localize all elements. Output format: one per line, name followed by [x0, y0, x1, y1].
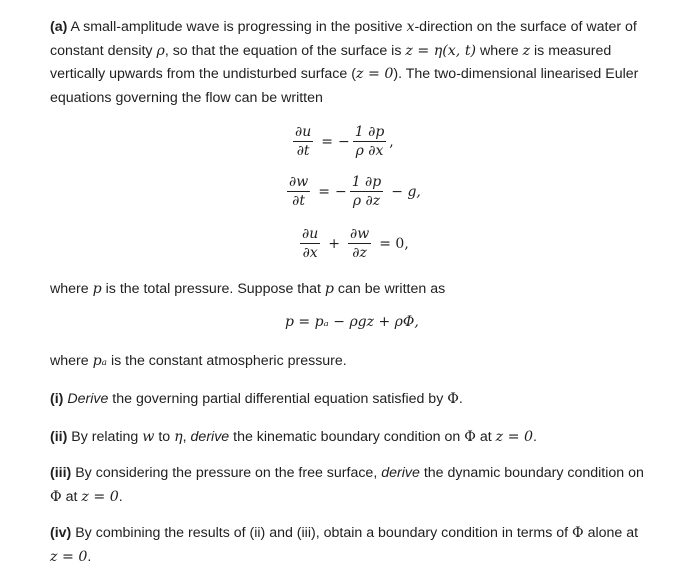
part-i-label: (i)	[50, 391, 64, 407]
text: is the total pressure. Suppose that	[101, 281, 325, 297]
verb: Derive	[67, 391, 109, 407]
part-iii	[50, 462, 660, 509]
equals: =	[318, 183, 330, 200]
text: at	[475, 429, 496, 445]
text: is measured	[530, 42, 612, 59]
math-z0: z = 0	[355, 66, 394, 82]
part-iii-label: (iii)	[50, 465, 72, 481]
fraction: $\frac{1 \partial p}{\rho \partial z}$	[351, 174, 382, 209]
fraction: $\frac{\partial u}{\partial t}$	[295, 124, 312, 159]
tail: − g,	[391, 183, 421, 200]
text: .	[458, 391, 463, 407]
text: By combining the results of (ii) and (iii), obtain a boundary condition in terms of	[71, 525, 573, 541]
part-iv	[50, 522, 660, 569]
text: is the constant atmospheric pressure.	[107, 353, 347, 369]
text: can be written as	[333, 281, 446, 297]
math-rho: ρ	[156, 42, 165, 59]
math-x: x	[406, 19, 415, 35]
math-phi: Φ	[464, 429, 476, 445]
text: where	[476, 42, 523, 59]
equals: =	[321, 133, 333, 150]
text: .	[533, 429, 537, 445]
fraction: $\frac{1 \partial p}{\rho \partial x}$	[354, 124, 385, 159]
math-phi: Φ	[50, 488, 62, 505]
text: to	[154, 429, 175, 445]
continuity-equation	[297, 226, 414, 261]
fraction: $\frac{\partial w}{\partial z}$	[350, 226, 370, 261]
pressure-equation: p = pₐ − ρgz + ρΦ,	[285, 314, 419, 330]
math-p: p	[92, 281, 102, 297]
math-pa: pₐ	[92, 353, 108, 369]
text: vertically upwards from the undisturbed surface (	[50, 66, 356, 82]
euler-equation-x	[290, 124, 394, 159]
math-p: p	[324, 281, 334, 297]
math-z0: z = 0	[495, 429, 534, 445]
text: equations governing the flow can be written	[50, 89, 323, 106]
text: ,	[182, 429, 191, 445]
text: where	[50, 353, 93, 369]
text: the governing partial differential equation satisfied by	[108, 391, 448, 407]
text: .	[87, 548, 92, 565]
math-phi: Φ	[572, 525, 584, 541]
math-phi: Φ	[447, 391, 459, 407]
fraction: $\frac{\partial w}{\partial t}$	[289, 174, 309, 209]
verb: derive	[190, 429, 230, 445]
text: By relating	[67, 429, 143, 445]
text: ). The two-dimensional linearised Euler	[393, 66, 639, 82]
pressure-paragraph	[50, 278, 660, 302]
text: at	[61, 488, 82, 505]
text: the kinematic boundary condition on	[229, 429, 465, 445]
math-z0: z = 0	[81, 488, 119, 505]
math-eta: η	[174, 429, 183, 445]
part-ii	[50, 426, 660, 450]
math-z0: z = 0	[50, 548, 88, 565]
text: -direction on the surface of water of	[414, 19, 637, 35]
fraction: $\frac{\partial u}{\partial x}$	[302, 226, 319, 261]
surface-equation: z = η(x, t)	[405, 42, 477, 59]
atmospheric-paragraph	[50, 350, 660, 374]
text: where	[50, 281, 93, 297]
math-z: z	[522, 42, 531, 59]
part-a-label: (a)	[50, 19, 68, 35]
tail: = 0,	[379, 235, 409, 252]
part-i	[50, 388, 660, 412]
part-a-paragraph	[50, 16, 660, 110]
part-iv-label: (iv)	[50, 525, 72, 541]
plus: +	[328, 235, 340, 252]
verb: derive	[381, 465, 420, 481]
text: , so that the equation of the surface is	[164, 42, 406, 59]
text: the dynamic boundary condition on	[419, 465, 644, 481]
math-w: w	[142, 429, 155, 445]
minus: −	[338, 133, 350, 150]
minus: −	[334, 183, 347, 200]
text: constant density	[50, 42, 157, 59]
text: alone at	[583, 525, 639, 541]
tail: ,	[389, 133, 394, 150]
text: A small-amplitude wave is progressing in the positive	[67, 19, 407, 35]
text: .	[118, 488, 123, 505]
part-ii-label: (ii)	[50, 429, 68, 445]
euler-equation-z	[284, 174, 426, 209]
text: By considering the pressure on the free surface,	[71, 465, 382, 481]
